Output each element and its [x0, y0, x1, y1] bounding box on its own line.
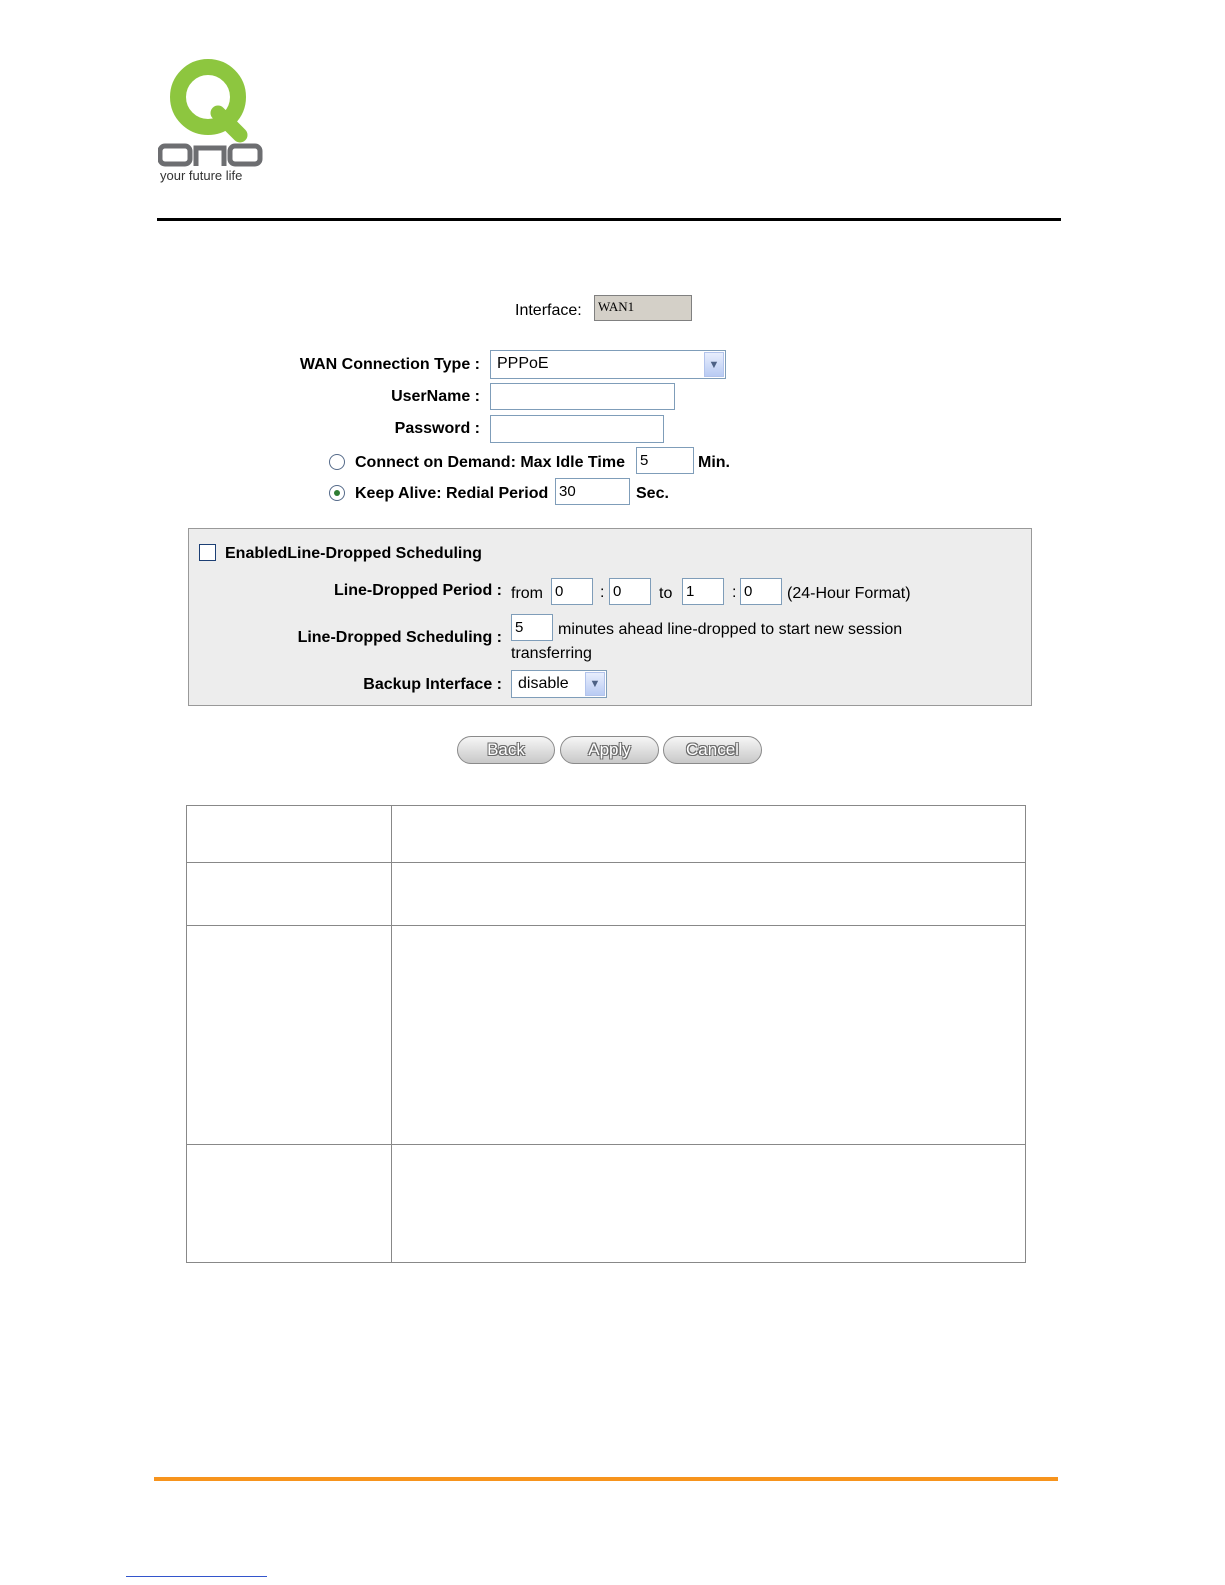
connect-on-demand-label: Connect on Demand: Max Idle Time	[355, 454, 625, 471]
footer-link-underline	[126, 1576, 267, 1577]
enable-scheduling-checkbox[interactable]	[199, 544, 216, 561]
line-dropped-scheduling-label: Line-Dropped Scheduling :	[297, 629, 502, 646]
from-text: from	[511, 585, 543, 602]
to-text: to	[659, 585, 673, 602]
table-row-divider	[187, 862, 1025, 863]
description-table	[186, 805, 1026, 1263]
interface-value: WAN1	[598, 299, 635, 314]
to-hour-input[interactable]	[682, 578, 724, 605]
username-input[interactable]	[490, 383, 675, 410]
backup-interface-label: Backup Interface :	[363, 676, 502, 693]
password-input[interactable]	[490, 415, 664, 443]
chevron-down-icon[interactable]: ▼	[585, 672, 605, 696]
wan-type-value: PPPoE	[497, 355, 549, 372]
max-idle-time-input[interactable]	[636, 447, 694, 474]
time-colon: :	[600, 584, 605, 601]
backup-interface-value: disable	[518, 675, 569, 692]
chevron-down-icon[interactable]: ▼	[704, 352, 724, 377]
redial-period-unit: Sec.	[636, 485, 669, 502]
time-colon: :	[732, 584, 737, 601]
keep-alive-label: Keep Alive: Redial Period	[355, 485, 549, 502]
logo-tagline: your future life	[160, 168, 243, 183]
qno-logo	[158, 55, 268, 185]
max-idle-time-unit: Min.	[698, 454, 730, 471]
backup-interface-select[interactable]	[511, 670, 607, 698]
redial-period-input[interactable]	[555, 478, 630, 505]
keep-alive-radio[interactable]	[329, 485, 345, 501]
from-minute-input[interactable]	[609, 578, 651, 605]
hour-format-text: (24-Hour Format)	[787, 585, 911, 602]
header-divider	[157, 218, 1061, 221]
interface-label: Interface:	[515, 302, 582, 319]
footer-divider	[154, 1477, 1058, 1481]
interface-field	[594, 295, 692, 321]
minutes-ahead-text: minutes ahead line-dropped to start new session	[558, 621, 903, 638]
enable-scheduling-label: EnabledLine-Dropped Scheduling	[225, 545, 482, 562]
line-dropped-period-label: Line-Dropped Period :	[334, 582, 502, 599]
wan-type-label: WAN Connection Type :	[299, 356, 480, 373]
cancel-button[interactable]: Cancel	[663, 736, 762, 764]
table-column-divider	[391, 806, 392, 1262]
to-minute-input[interactable]	[740, 578, 782, 605]
minutes-ahead-text-cont: transferring	[511, 645, 592, 662]
from-hour-input[interactable]	[551, 578, 593, 605]
apply-button[interactable]: Apply	[560, 736, 659, 764]
back-button[interactable]: Back	[457, 736, 555, 764]
table-row-divider	[187, 925, 1025, 926]
minutes-ahead-input[interactable]	[511, 614, 553, 641]
username-label: UserName :	[391, 388, 480, 405]
wan-type-select[interactable]	[490, 350, 726, 379]
table-row-divider	[187, 1144, 1025, 1145]
password-label: Password :	[394, 420, 480, 437]
connect-on-demand-radio[interactable]	[329, 454, 345, 470]
